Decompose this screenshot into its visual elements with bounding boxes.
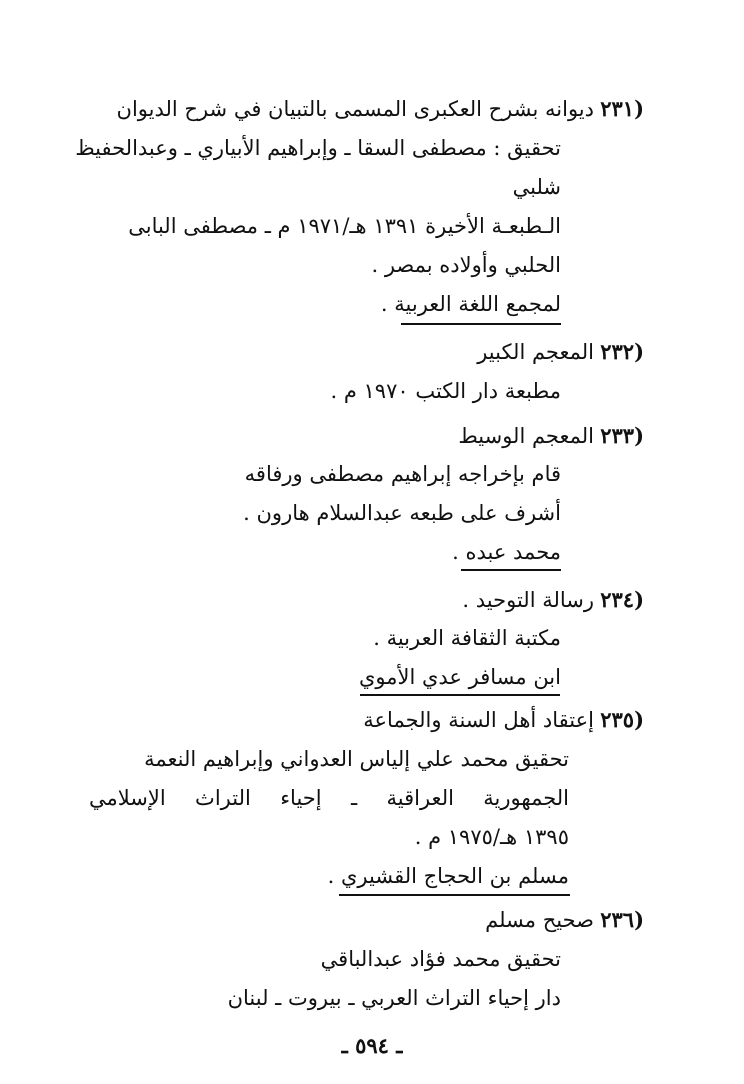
entry-line: تحقيق محمد فؤاد عبدالباقي — [320, 947, 561, 971]
entry-line: قام بإخراجه إبراهيم مصطفى ورفاقه — [244, 462, 561, 486]
entry-number: (٢٣٣ — [600, 423, 644, 448]
entry-line: دار إحياء التراث العربي ـ بيروت ـ لبنان — [227, 986, 561, 1010]
entry-number: (٢٣٦ — [600, 907, 644, 932]
entry-line: الجمهورية العراقية ـ إحياء التراث الإسلامي — [89, 786, 569, 810]
page-number: ـ ٥٩٤ ـ — [341, 1033, 403, 1058]
entry-title: إعتقاد أهل السنة والجماعة — [363, 708, 594, 732]
entry-title: ديوانه بشرح العكبرى المسمى بالتبيان في شرح الديوان — [116, 97, 594, 121]
author-rule — [339, 894, 570, 896]
entry-author: مسلم بن الحجاج القشيري . — [327, 864, 569, 888]
entry-line: تحقيق محمد علي إلياس العدواني وإبراهيم النعمة — [144, 747, 569, 771]
entry-number: (٢٣٥ — [600, 707, 644, 732]
entry-line: أشرف على طبعه عبدالسلام هارون . — [243, 501, 561, 525]
entry-line: تحقيق : مصطفى السقا ـ وإبراهيم الأبياري ـ وعبدالحفيظ — [75, 136, 561, 160]
entry-number: (٢٣١ — [600, 96, 644, 121]
author-rule — [461, 569, 561, 571]
entry-line: الـطبعـة الأخيرة ١٣٩١ هـ/١٩٧١ م ـ مصطفى البابى — [128, 214, 561, 238]
entry-line: مطبعة دار الكتب ١٩٧٠ م . — [330, 379, 561, 403]
author-rule — [401, 323, 561, 325]
entry-number: (٢٣٢ — [600, 339, 644, 364]
entry-author: ابن مسافر عدي الأموي — [358, 665, 561, 689]
entry-number: (٢٣٤ — [600, 587, 644, 612]
author-rule — [360, 694, 560, 696]
entry-author: محمد عبده . — [452, 540, 561, 564]
entry-author: لمجمع اللغة العربية . — [380, 292, 561, 316]
entry-line: الحلبي وأولاده بمصر . — [371, 253, 561, 277]
entry-title: صحيح مسلم — [485, 908, 594, 932]
entry-title: المعجم الكبير — [477, 340, 594, 364]
entry-title: المعجم الوسيط — [458, 424, 594, 448]
entry-line: ١٣٩٥ هـ/١٩٧٥ م . — [414, 825, 569, 849]
entry-line: مكتبة الثقافة العربية . — [373, 626, 561, 650]
entry-line: شلبي — [512, 175, 561, 199]
entry-title: رسالة التوحيد . — [462, 588, 594, 612]
